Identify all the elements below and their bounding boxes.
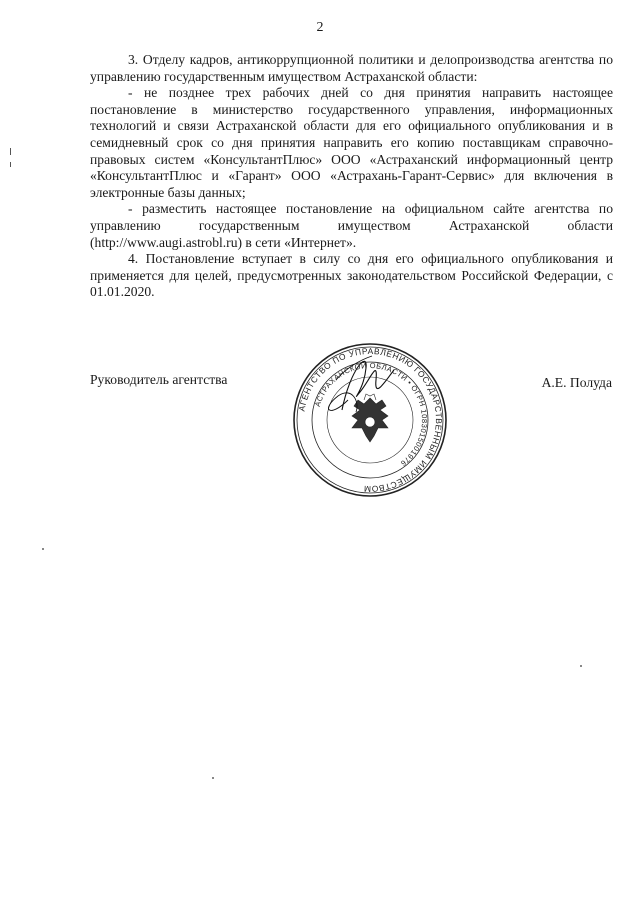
page-number: 2 (316, 20, 324, 35)
paragraph-bullet-publication: - не позднее трех рабочих дней со дня принятия направить настоящее постановление в министерство государственного управления, информационных технологий и связи Астраханской области для его официального опубликования и в семидневный срок со дня принятия направить его копию поставщикам справочно-правовых систем «КонсультантПлюс» ООО «Астраханский информационный центр «КонсультантПлюс и «Гарант» ООО «Астрахань-Гарант-Сервис» для включения в электронные базы данных; (90, 85, 613, 200)
paragraph-item-4: 4. Постановление вступает в силу со дня его официального опубликования и применяется для целей, предусмотренных законодательством Российской Федерации, с 01.01.2020. (90, 251, 613, 300)
scan-dot (42, 548, 44, 550)
scan-margin-mark (10, 162, 11, 167)
svg-text:АСТРАХАНСКОЙ ОБЛАСТИ • ОГРН 10: АСТРАХАНСКОЙ ОБЛАСТИ • ОГРН 1083015001976 (312, 360, 430, 469)
official-seal-stamp (290, 340, 450, 500)
paragraph-item-3: 3. Отделу кадров, антикоррупционной политики и делопроизводства агентства по управлению государственным имуществом Астраханской области: (90, 52, 613, 84)
signatory-name: А.Е. Полуда (541, 375, 612, 390)
signatory-position: Руководитель агентства (90, 372, 228, 387)
paragraph-bullet-website: - разместить настоящее постановление на официальном сайте агентства по управлению государственным имуществом Астраханской области (http://www.augi.astrobl.ru) в сети «Интернет». (90, 201, 613, 250)
scan-dot (580, 665, 582, 667)
svg-text:АГЕНТСТВО ПО УПРАВЛЕНИЮ ГОСУДА: АГЕНТСТВО ПО УПРАВЛЕНИЮ ГОСУДАРСТВЕННЫМ ИМУЩЕСТВОМ (296, 345, 445, 495)
document-body (90, 52, 613, 301)
scan-dot (212, 777, 214, 779)
scan-margin-mark (10, 148, 11, 155)
